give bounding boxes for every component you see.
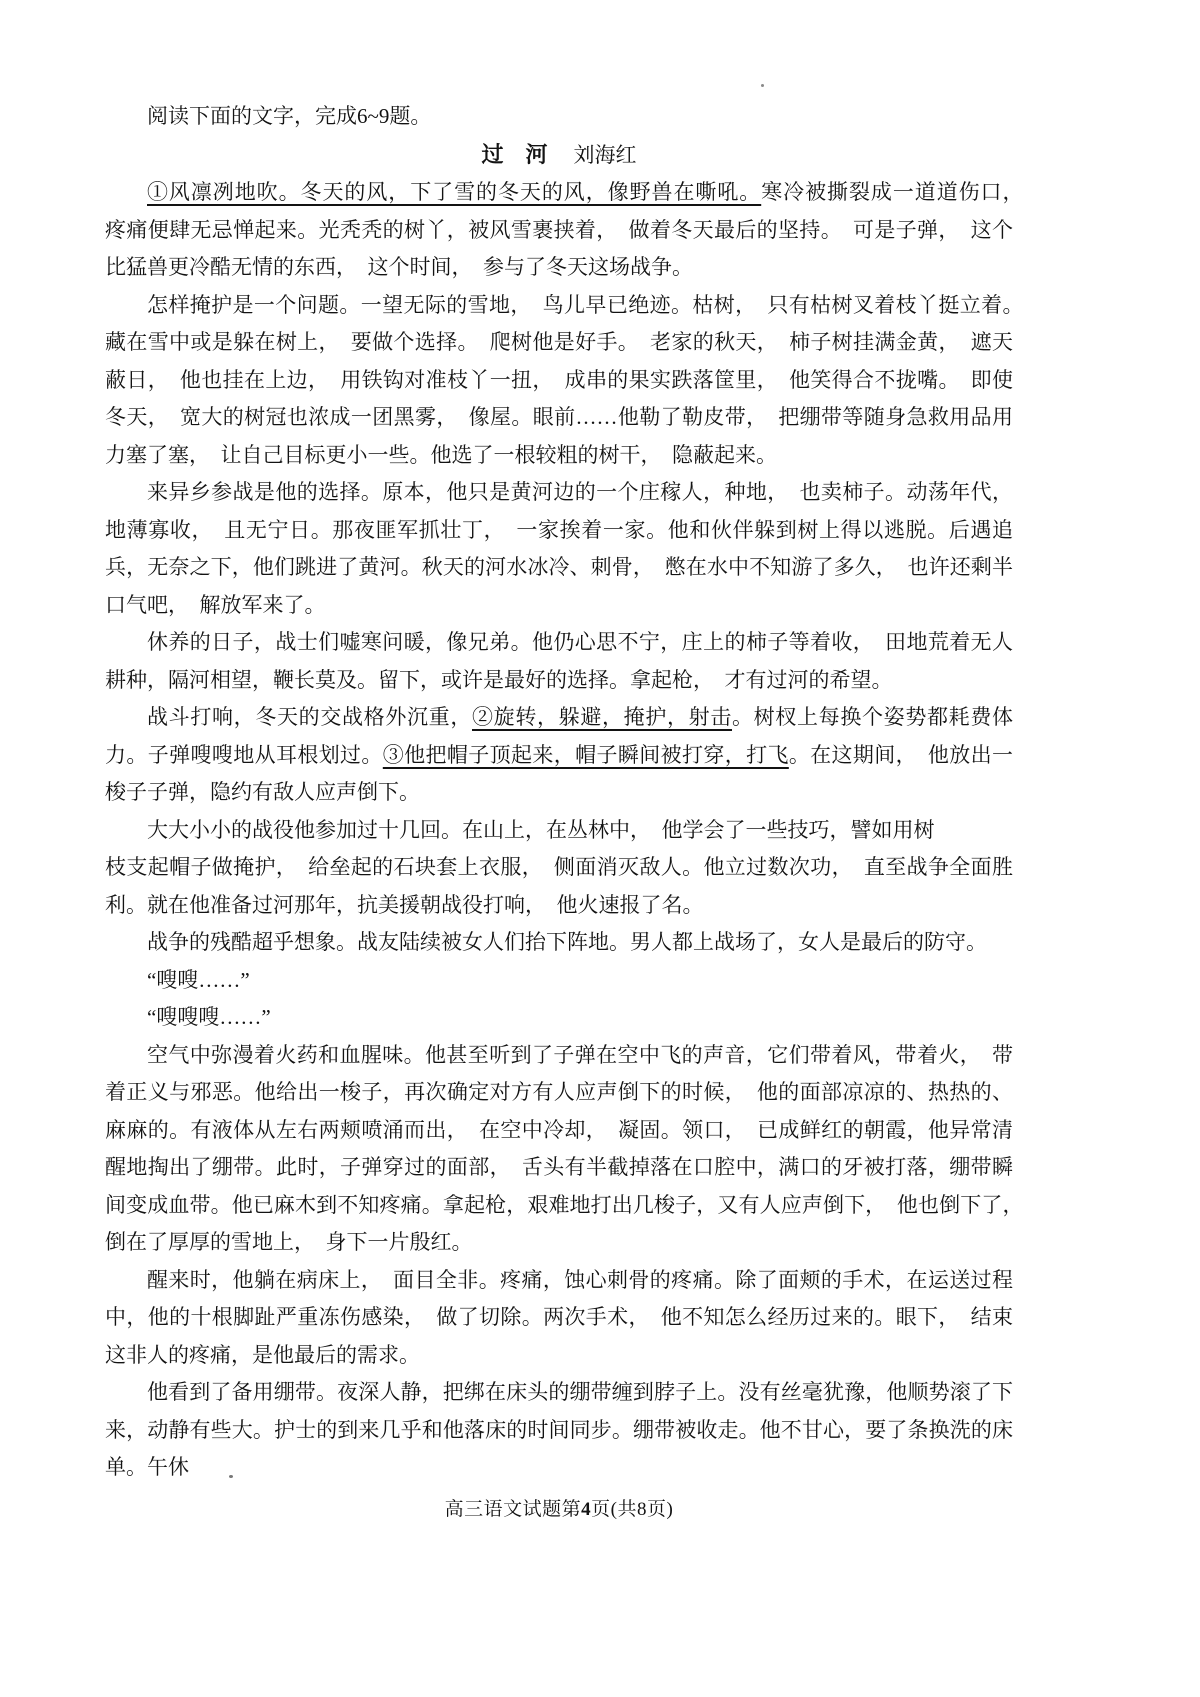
sentence-text: 大大小小的战役他参加过十几回。在山上，在丛林中， 他学会了一些技巧，譬如用树 bbox=[147, 817, 935, 842]
passage-paragraph bbox=[105, 699, 1013, 812]
footer-page-number: 4 bbox=[581, 1498, 592, 1520]
sentence-text: 休养的日子，战士们嘘寒问暖，像兄弟。他仍心思不宁，庄上的柿子等着收， 田地荒着无人耕种，隔河相望，鞭长莫及。留下，或许是最好的选择。拿起枪， 才有过河的希望。 bbox=[105, 630, 1013, 692]
reading-instruction: 阅读下面的文字，完成6~9题。 bbox=[147, 104, 432, 128]
passage-paragraph bbox=[105, 999, 1013, 1037]
sentence-text: 空气中弥漫着火药和血腥味。他甚至听到了子弹在空中飞的声音，它们带着风，带着火， 带着正义与邪恶。他给出一梭子，再次确定对方有人应声倒下的时候， 他的面部凉凉的、热热的、麻麻的。有液体从左右两颊喷涌而出， 在空中冷却， 凝固。领口， 已成鲜红的朝霞，他异常清醒地掏出了绷带。此时，子弹穿过的面部， 舌头有半截掉落在口腔中，满口的牙被打落，绷带瞬间变成血带。他已麻木到不知疼痛。拿起枪，艰难地打出几梭子，又有人应声倒下， 他也倒下了， 倒在了厚厚的雪地上， 身下一片殷红。 bbox=[105, 1042, 1034, 1254]
passage-paragraph bbox=[105, 624, 1013, 699]
passage-content bbox=[105, 98, 1034, 1528]
passage-paragraph bbox=[105, 474, 1013, 624]
sentence-text: 。在这期间， 他放出一梭子子弹，隐约有敌人应声倒下。 bbox=[105, 742, 1014, 804]
sentence-text: “嗖嗖嗖……” bbox=[147, 1005, 271, 1029]
passage-paragraph bbox=[105, 962, 1013, 1000]
passage-paragraph bbox=[105, 812, 1013, 850]
passage-body bbox=[105, 174, 1034, 1487]
passage-author: 刘海红 bbox=[573, 142, 637, 167]
sentence-text: 他看到了备用绷带。夜深人静，把绑在床头的绷带缠到脖子上。没有丝毫犹豫，他顺势滚了下来，动静有些大。护士的到来几乎和他落床的时间同步。绷带被收走。他不甘心，要了条换洗的床单。午休 bbox=[105, 1380, 1013, 1479]
underlined-sentence: ①风凛冽地吹。冬天的风，下了雪的冬天的风，像野兽在嘶吼。 bbox=[147, 180, 762, 204]
passage-paragraph bbox=[105, 924, 1013, 962]
passage-title: 过 河 bbox=[481, 141, 548, 167]
passage-paragraph bbox=[105, 1037, 1034, 1262]
sentence-text: 枝支起帽子做掩护， 给垒起的石块套上衣服， 侧面消灭敌人。他立过数次功， 直至战争全面胜利。就在他准备过河那年，抗美援朝战役打响， 他火速报了名。 bbox=[105, 855, 1013, 917]
passage-paragraph bbox=[105, 287, 1034, 475]
passage-paragraph bbox=[105, 1262, 1013, 1375]
passage-paragraph bbox=[105, 1374, 1013, 1487]
footer-label-suffix: 页(共8页) bbox=[591, 1498, 674, 1520]
underlined-sentence: ②旋转，躲避，掩护，射击 bbox=[472, 705, 732, 729]
underlined-sentence: ③他把帽子顶起来，帽子瞬间被打穿，打飞 bbox=[382, 742, 789, 767]
footer-label-prefix: 高三语文试题第 bbox=[444, 1498, 582, 1520]
sentence-text: 醒来时，他躺在病床上， 面目全非。疼痛，蚀心刺骨的疼痛。除了面颊的手术，在运送过程中，他的十根脚趾严重冻伤感染， 做了切除。两次手术， 他不知怎么经历过来的。眼下， 结束这非人的疼痛，是他最后的需求。 bbox=[105, 1267, 1013, 1367]
sentence-text: “嗖嗖……” bbox=[147, 967, 250, 992]
sentence-text: 战争的残酷超乎想象。战友陆续被女人们抬下阵地。男人都上战场了，女人是最后的防守。 bbox=[147, 930, 987, 954]
sentence-text: 怎样掩护是一个问题。一望无际的雪地， 鸟儿早已绝迹。枯树， 只有枯树叉着枝丫挺立着。 藏在雪中或是躲在树上， 要做个选择。 爬树他是好手。 老家的秋天， 柿子树挂满金黄， 遮天蔽日， 他也挂在上边， 用铁钩对准枝丫一扭， 成串的果实跌落筐里， 他笑得合不拢嘴。 即使冬天， 宽大的树冠也浓成一团黑雾， 像屋。眼前……他勒了勒皮带， 把绷带等随身急救用品用力塞了塞， 让自己目标更小一些。他选了一根较粗的树干， 隐蔽起来。 bbox=[105, 292, 1034, 467]
passage-title-row bbox=[105, 136, 1013, 175]
sentence-text: 来异乡参战是他的选择。原本，他只是黄河边的一个庄稼人，种地， 也卖柿子。动荡年代，地薄寡收， 且无宁日。那夜匪军抓壮丁， 一家挨着一家。他和伙伴躲到树上得以逃脱。后遇追兵，无奈之下，他们跳进了黄河。秋天的河水冰冷、刺骨， 憋在水中不知游了多久， 也许还剩半口气吧， 解放军来了。 bbox=[105, 480, 1013, 617]
sentence-text: 。树杈上每换个姿势都耗费体力。子弹嗖嗖地从耳根划过。 bbox=[105, 705, 1013, 767]
scan-artifact-dot bbox=[761, 84, 764, 87]
page-footer bbox=[105, 1491, 1013, 1529]
sentence-text: 寒冷被撕裂成一道道伤口， 疼痛便肆无忌惮起来。光秃秃的树丫，被风雪裹挟着， 做着冬天最后的坚持。 可是子弹， 这个比猛兽更冷酷无情的东西， 这个时间， 参与了冬天这场战争。 bbox=[105, 180, 1034, 279]
passage-paragraph bbox=[105, 174, 1034, 287]
passage-paragraph bbox=[105, 849, 1013, 924]
sentence-text: 战斗打响，冬天的交战格外沉重， bbox=[147, 705, 472, 729]
